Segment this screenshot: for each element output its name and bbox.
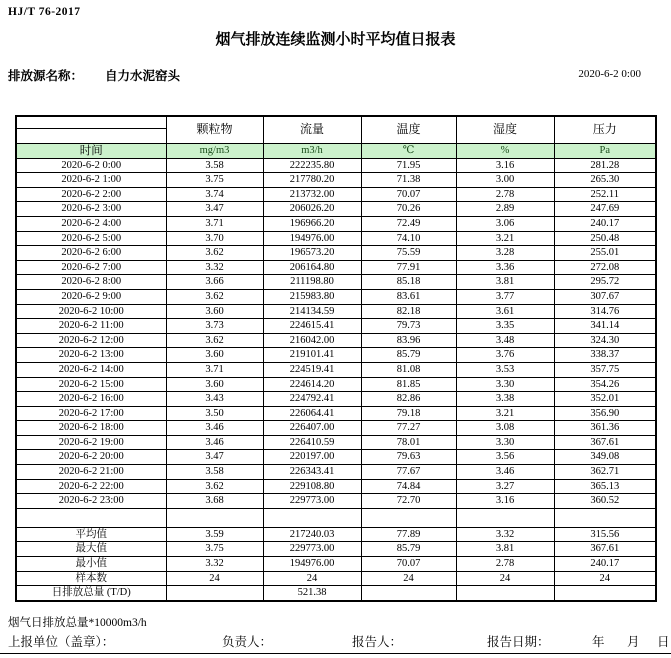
value-cell: 247.69 <box>554 202 656 217</box>
value-cell: 362.71 <box>554 465 656 480</box>
value-cell: 81.08 <box>361 362 456 377</box>
row-label-cell: 2020-6-2 20:00 <box>16 450 166 465</box>
value-cell: 2.78 <box>456 557 554 572</box>
empty-cell <box>456 508 554 527</box>
row-label-cell: 2020-6-2 8:00 <box>16 275 166 290</box>
value-cell: 220197.00 <box>263 450 361 465</box>
column-header-flow: 流量 <box>263 116 361 143</box>
column-name-row <box>16 116 656 129</box>
year-label: 年 <box>592 635 605 649</box>
value-cell: 77.67 <box>361 465 456 480</box>
value-cell: 226407.00 <box>263 421 361 436</box>
unit-cell-flow: m3/h <box>263 143 361 158</box>
value-cell: 75.59 <box>361 246 456 261</box>
value-cell: 3.32 <box>166 557 263 572</box>
hour-row <box>16 333 656 348</box>
empty-cell <box>263 508 361 527</box>
value-cell: 3.73 <box>166 319 263 334</box>
row-label-cell: 最小值 <box>16 557 166 572</box>
hour-row <box>16 362 656 377</box>
row-label-cell: 2020-6-2 3:00 <box>16 202 166 217</box>
value-cell: 206164.80 <box>263 260 361 275</box>
value-cell: 324.30 <box>554 333 656 348</box>
row-label-cell: 2020-6-2 17:00 <box>16 406 166 421</box>
row-label-cell: 2020-6-2 10:00 <box>16 304 166 319</box>
value-cell: 3.43 <box>166 392 263 407</box>
value-cell: 361.36 <box>554 421 656 436</box>
value-cell: 3.46 <box>166 435 263 450</box>
value-cell: 3.58 <box>166 465 263 480</box>
row-label-cell: 2020-6-2 18:00 <box>16 421 166 436</box>
value-cell: 3.32 <box>166 260 263 275</box>
value-cell: 3.35 <box>456 319 554 334</box>
value-cell: 217780.20 <box>263 173 361 188</box>
value-cell: 81.85 <box>361 377 456 392</box>
value-cell <box>361 586 456 601</box>
value-cell: 229773.00 <box>263 542 361 557</box>
empty-cell <box>166 508 263 527</box>
value-cell: 3.00 <box>456 173 554 188</box>
value-cell: 77.27 <box>361 421 456 436</box>
value-cell: 2.78 <box>456 187 554 202</box>
row-label-cell: 2020-6-2 22:00 <box>16 479 166 494</box>
value-cell: 3.53 <box>456 362 554 377</box>
value-cell: 3.30 <box>456 435 554 450</box>
value-cell: 229108.80 <box>263 479 361 494</box>
row-label-cell: 2020-6-2 23:00 <box>16 494 166 509</box>
value-cell: 79.73 <box>361 319 456 334</box>
value-cell: 3.60 <box>166 348 263 363</box>
data-table <box>15 115 657 602</box>
value-cell: 226064.41 <box>263 406 361 421</box>
value-cell: 357.75 <box>554 362 656 377</box>
empty-cell <box>16 508 166 527</box>
value-cell: 70.26 <box>361 202 456 217</box>
value-cell: 521.38 <box>263 586 361 601</box>
unit-cell-temp: ℃ <box>361 143 456 158</box>
value-cell: 71.95 <box>361 158 456 173</box>
value-cell: 352.01 <box>554 392 656 407</box>
value-cell: 211198.80 <box>263 275 361 290</box>
value-cell: 24 <box>554 571 656 586</box>
value-cell: 206026.20 <box>263 202 361 217</box>
value-cell: 213732.00 <box>263 187 361 202</box>
value-cell: 24 <box>263 571 361 586</box>
value-cell: 3.46 <box>456 465 554 480</box>
row-label-cell: 日排放总量 (T/D) <box>16 586 166 601</box>
value-cell: 3.38 <box>456 392 554 407</box>
value-cell: 72.49 <box>361 216 456 231</box>
row-label-cell: 2020-6-2 19:00 <box>16 435 166 450</box>
value-cell: 70.07 <box>361 557 456 572</box>
unit-cell-humidity: % <box>456 143 554 158</box>
value-cell: 295.72 <box>554 275 656 290</box>
value-cell: 3.68 <box>166 494 263 509</box>
value-cell: 240.17 <box>554 216 656 231</box>
value-cell: 307.67 <box>554 289 656 304</box>
value-cell: 3.47 <box>166 202 263 217</box>
value-cell: 3.21 <box>456 231 554 246</box>
value-cell: 3.16 <box>456 494 554 509</box>
value-cell: 3.32 <box>456 527 554 542</box>
value-cell: 3.47 <box>166 450 263 465</box>
value-cell: 70.07 <box>361 187 456 202</box>
row-label-cell: 2020-6-2 2:00 <box>16 187 166 202</box>
column-header-pressure: 压力 <box>554 116 656 143</box>
value-cell: 3.66 <box>166 275 263 290</box>
value-cell: 3.81 <box>456 542 554 557</box>
value-cell: 281.28 <box>554 158 656 173</box>
value-cell: 217240.03 <box>263 527 361 542</box>
column-header-humidity: 湿度 <box>456 116 554 143</box>
hour-row <box>16 216 656 231</box>
value-cell: 216042.00 <box>263 333 361 348</box>
summary-row <box>16 586 656 601</box>
row-label-cell: 2020-6-2 15:00 <box>16 377 166 392</box>
header-empty-cell <box>16 129 166 144</box>
hour-row <box>16 275 656 290</box>
row-label-cell: 2020-6-2 4:00 <box>16 216 166 231</box>
value-cell: 3.62 <box>166 289 263 304</box>
header-empty-cell <box>16 116 166 129</box>
value-cell: 74.84 <box>361 479 456 494</box>
row-label-cell: 2020-6-2 0:00 <box>16 158 166 173</box>
value-cell: 72.70 <box>361 494 456 509</box>
value-cell: 272.08 <box>554 260 656 275</box>
hour-row <box>16 406 656 421</box>
value-cell: 3.61 <box>456 304 554 319</box>
value-cell: 3.21 <box>456 406 554 421</box>
value-cell: 3.70 <box>166 231 263 246</box>
value-cell: 367.61 <box>554 435 656 450</box>
report-datetime: 2020-6-2 0:00 <box>578 68 641 80</box>
value-cell: 3.58 <box>166 158 263 173</box>
value-cell: 3.81 <box>456 275 554 290</box>
value-cell: 3.71 <box>166 362 263 377</box>
value-cell: 3.71 <box>166 216 263 231</box>
value-cell <box>166 586 263 601</box>
hour-row <box>16 435 656 450</box>
hour-row <box>16 319 656 334</box>
value-cell: 315.56 <box>554 527 656 542</box>
value-cell: 224615.41 <box>263 319 361 334</box>
value-cell: 3.75 <box>166 542 263 557</box>
value-cell: 3.60 <box>166 304 263 319</box>
source-name: 自力水泥窑头 <box>105 69 181 83</box>
month-label: 月 <box>627 635 640 649</box>
summary-row <box>16 542 656 557</box>
value-cell: 255.01 <box>554 246 656 261</box>
value-cell: 3.27 <box>456 479 554 494</box>
value-cell: 365.13 <box>554 479 656 494</box>
value-cell: 82.86 <box>361 392 456 407</box>
value-cell: 3.48 <box>456 333 554 348</box>
value-cell: 214134.59 <box>263 304 361 319</box>
unit-cell-pressure: Pa <box>554 143 656 158</box>
value-cell: 194976.00 <box>263 231 361 246</box>
value-cell: 252.11 <box>554 187 656 202</box>
value-cell: 3.08 <box>456 421 554 436</box>
value-cell: 265.30 <box>554 173 656 188</box>
hour-row <box>16 392 656 407</box>
value-cell: 229773.00 <box>263 494 361 509</box>
spacer-row <box>16 508 656 527</box>
value-cell: 3.30 <box>456 377 554 392</box>
report-date-label: 报告日期： <box>487 635 550 649</box>
hour-row <box>16 187 656 202</box>
row-label-cell: 2020-6-2 13:00 <box>16 348 166 363</box>
value-cell: 83.61 <box>361 289 456 304</box>
value-cell: 79.18 <box>361 406 456 421</box>
value-cell: 3.62 <box>166 479 263 494</box>
standard-number: HJ/T 76-2017 <box>8 6 81 18</box>
value-cell: 215983.80 <box>263 289 361 304</box>
value-cell: 224519.41 <box>263 362 361 377</box>
empty-cell <box>361 508 456 527</box>
value-cell: 356.90 <box>554 406 656 421</box>
value-cell: 3.56 <box>456 450 554 465</box>
value-cell: 3.36 <box>456 260 554 275</box>
value-cell: 226410.59 <box>263 435 361 450</box>
row-label-cell: 平均值 <box>16 527 166 542</box>
hour-row <box>16 289 656 304</box>
hour-row <box>16 260 656 275</box>
value-cell: 2.89 <box>456 202 554 217</box>
hour-row <box>16 348 656 363</box>
unit-cell-pm: mg/m3 <box>166 143 263 158</box>
hour-row <box>16 465 656 480</box>
value-cell: 314.76 <box>554 304 656 319</box>
value-cell: 360.52 <box>554 494 656 509</box>
value-cell: 219101.41 <box>263 348 361 363</box>
value-cell: 240.17 <box>554 557 656 572</box>
row-label-cell: 2020-6-2 9:00 <box>16 289 166 304</box>
value-cell: 3.60 <box>166 377 263 392</box>
bottom-divider <box>0 653 671 654</box>
value-cell: 3.50 <box>166 406 263 421</box>
value-cell: 349.08 <box>554 450 656 465</box>
row-label-cell: 2020-6-2 11:00 <box>16 319 166 334</box>
value-cell: 74.10 <box>361 231 456 246</box>
value-cell: 224792.41 <box>263 392 361 407</box>
value-cell: 3.62 <box>166 333 263 348</box>
value-cell: 77.91 <box>361 260 456 275</box>
reporter-label: 报告人： <box>352 635 403 649</box>
source-line <box>8 66 180 84</box>
value-cell: 338.37 <box>554 348 656 363</box>
row-label-cell: 2020-6-2 5:00 <box>16 231 166 246</box>
value-cell: 196573.20 <box>263 246 361 261</box>
value-cell: 3.59 <box>166 527 263 542</box>
summary-row <box>16 571 656 586</box>
value-cell: 24 <box>456 571 554 586</box>
row-label-cell: 2020-6-2 1:00 <box>16 173 166 188</box>
value-cell: 3.76 <box>456 348 554 363</box>
summary-rows <box>16 527 656 600</box>
summary-row <box>16 527 656 542</box>
value-cell: 71.38 <box>361 173 456 188</box>
row-label-cell: 最大值 <box>16 542 166 557</box>
value-cell: 24 <box>166 571 263 586</box>
value-cell: 196966.20 <box>263 216 361 231</box>
hour-row <box>16 246 656 261</box>
hour-row <box>16 158 656 173</box>
value-cell: 226343.41 <box>263 465 361 480</box>
value-cell: 77.89 <box>361 527 456 542</box>
value-cell: 85.79 <box>361 542 456 557</box>
hour-row <box>16 479 656 494</box>
value-cell: 341.14 <box>554 319 656 334</box>
row-label-cell: 2020-6-2 14:00 <box>16 362 166 377</box>
value-cell: 3.16 <box>456 158 554 173</box>
hour-row <box>16 304 656 319</box>
value-cell: 3.06 <box>456 216 554 231</box>
time-header-cell: 时间 <box>16 143 166 158</box>
report-unit-label: 上报单位（盖章）： <box>8 635 115 649</box>
value-cell: 354.26 <box>554 377 656 392</box>
page-title: 烟气排放连续监测小时平均值日报表 <box>215 32 456 48</box>
unit-row <box>16 143 656 158</box>
table-header <box>16 116 656 158</box>
value-cell: 3.75 <box>166 173 263 188</box>
row-label-cell: 2020-6-2 21:00 <box>16 465 166 480</box>
row-label-cell: 2020-6-2 16:00 <box>16 392 166 407</box>
hour-row <box>16 421 656 436</box>
value-cell: 83.96 <box>361 333 456 348</box>
hour-row <box>16 377 656 392</box>
hour-row <box>16 202 656 217</box>
hour-row <box>16 231 656 246</box>
value-cell: 250.48 <box>554 231 656 246</box>
value-cell <box>554 586 656 601</box>
value-cell: 24 <box>361 571 456 586</box>
value-cell: 85.18 <box>361 275 456 290</box>
value-cell <box>456 586 554 601</box>
value-cell: 85.79 <box>361 348 456 363</box>
value-cell: 82.18 <box>361 304 456 319</box>
hour-row <box>16 173 656 188</box>
value-cell: 79.63 <box>361 450 456 465</box>
column-header-temp: 温度 <box>361 116 456 143</box>
hour-row <box>16 494 656 509</box>
row-label-cell: 2020-6-2 6:00 <box>16 246 166 261</box>
value-cell: 3.74 <box>166 187 263 202</box>
responsible-label: 负责人： <box>222 635 273 649</box>
day-label: 日 <box>657 635 670 649</box>
empty-cell <box>554 508 656 527</box>
value-cell: 367.61 <box>554 542 656 557</box>
separator <box>16 508 656 527</box>
value-cell: 224614.20 <box>263 377 361 392</box>
hour-rows <box>16 158 656 508</box>
value-cell: 194976.00 <box>263 557 361 572</box>
value-cell: 3.46 <box>166 421 263 436</box>
hour-row <box>16 450 656 465</box>
value-cell: 3.28 <box>456 246 554 261</box>
value-cell: 222235.80 <box>263 158 361 173</box>
value-cell: 78.01 <box>361 435 456 450</box>
column-header-pm: 颗粒物 <box>166 116 263 143</box>
daily-total-note: 烟气日排放总量*10000m3/h <box>8 617 147 629</box>
value-cell: 3.62 <box>166 246 263 261</box>
row-label-cell: 2020-6-2 7:00 <box>16 260 166 275</box>
value-cell: 3.77 <box>456 289 554 304</box>
row-label-cell: 样本数 <box>16 571 166 586</box>
source-label: 排放源名称： <box>8 69 84 83</box>
row-label-cell: 2020-6-2 12:00 <box>16 333 166 348</box>
summary-row <box>16 557 656 572</box>
